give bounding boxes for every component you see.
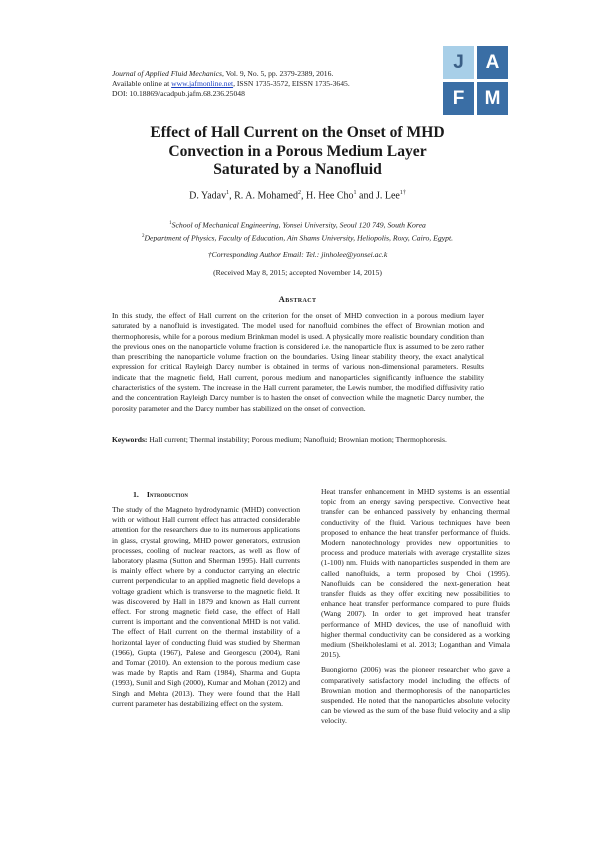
right-column	[321, 487, 510, 732]
author-affil-mark: 1†	[399, 190, 406, 196]
affiliation-mark: 1	[169, 221, 172, 226]
affiliation-mark: 2	[141, 234, 145, 240]
paragraph: Buongiorno (2006) was the pioneer researcher who gave a comparatively satisfactory model including the effects of Brownian motion and thermophoresis of the nanoparticles suspended. He noted that the nanoparticles absolute velocity can be viewed as the sum of the base fluid velocity and a slip velocity.	[321, 665, 510, 726]
corresponding-author: †Corresponding Author Email: Tel.: jinholee@yonsei.ac.k	[207, 250, 388, 259]
keywords-label: Keywords:	[112, 435, 148, 444]
affiliations	[60, 218, 535, 244]
journal-website-link[interactable]: www.jafmonline.net	[171, 79, 234, 89]
paragraph: The study of the Magneto hydrodynamic (MHD) convection with or without Hall current effect has attracted considerable attention for the researchers due to its numerous applications in glass, crystal growing, MHD power generators, extrusion processes, cooling of nuclear reactors, as well as flow of laboratory plasma (Sutton and Sherman 1995). Hall currents is mainly effect where by a conductor carrying an electric current perpendicular to an applied magnetic field develops a voltage gradient which is transverse to the magnetic field. It was discovered by Hall in 1879 and known as Hall current effect. For strong magnetic field case, the effect of Hall current is important and the conventional MHD is not valid. The effect of Hall current on the thermal instability of a horizontal layer of conducting fluid was studied by Sherman (1966), Gupta (1967), Palese and Georgescu (2004), Rani and Tomar (2010). An extension to the porous medium case was made by Raptis and Ram (1984), Sharma and Gupta (1993), Sunil and Sigh (2000), Kumar and Mohan (2012) and Singh and Mehta (2013). They were found that the Hall current parameter has destabilizing effect on the system.	[112, 505, 300, 708]
author-name: and J. Lee	[356, 190, 400, 202]
logo-letter-m: M	[477, 82, 508, 115]
author-affil-mark: 2	[298, 190, 301, 196]
title-line: Saturated by a Nanofluid	[213, 161, 382, 178]
author-affil-mark: 1	[353, 190, 357, 196]
section-number: 1.	[133, 490, 139, 499]
issn-info: , ISSN 1735-3572, EISSN 1735-3645.	[233, 79, 350, 89]
affiliation-line	[60, 231, 535, 244]
section-heading	[133, 490, 188, 499]
author-name: , H. Hee Cho	[301, 190, 354, 202]
logo-letter-f: F	[443, 82, 474, 115]
title-line: Effect of Hall Current on the Onset of MHD	[150, 124, 445, 141]
author-list	[100, 190, 495, 201]
title-line: Convection in a Porous Medium Layer	[168, 142, 427, 160]
abstract-body: In this study, the effect of Hall current on the criterion for the onset of MHD convection in a porous medium layer saturated by a nanofluid is investigated. The model used for nanofluid combines the effect of Brownian motion and thermophoresis, while for a porous medium Brinkman model is used. A physically more realistic boundary condition than the previous ones on the nanoparticle volume fraction is considered i.e. the nanoparticle flux is assumed to be zero rather than prescribing the nanoparticle volume fraction on the boundaries. Using linear stability theory, the exact analytical expression for critical Rayleigh Darcy number is obtained in terms of various non-dimensional parameters. Results indicate that the magnetic field, Hall current, porous medium and nanoparticles significantly influence the stability characteristics of the system. The increase in the Hall current parameter, the Lewis number, the modified diffusivity ratio and the concentration Rayleigh Darcy number is to hasten the onset of convection while the magnetic Darcy number, the porosity parameter and the Darcy number has stabilized on the onset of convection.	[112, 311, 484, 413]
affiliation-text: School of Mechanical Engineering, Yonsei University, Seoul 120 749, South Korea	[171, 220, 426, 230]
doi: DOI: 10.18869/acadpub.jafm.68.236.25048	[112, 89, 245, 99]
keywords	[112, 435, 484, 445]
received-dates: (Received May 8, 2015; accepted November 14, 2015)	[213, 268, 382, 277]
logo-letter-a: A	[477, 46, 508, 79]
author-name: , R. A. Mohamed	[229, 190, 298, 202]
journal-citation	[112, 69, 432, 100]
available-prefix: Available online at	[112, 79, 172, 89]
journal-name: Journal of Applied Fluid Mechanics	[112, 69, 222, 78]
logo-letter-j: J	[443, 46, 474, 79]
section-title: Introduction	[146, 490, 188, 499]
paper-title	[100, 124, 495, 180]
keywords-list: Hall current; Thermal instability; Porous medium; Nanofluid; Brownian motion; Thermophoresis.	[147, 435, 447, 444]
paragraph: Heat transfer enhancement in MHD systems is an essential topic from an energy saving perspective. Convective heat transfer can be enhanced passively by enhancing thermal conductivity of the fluid. Various techniques have been proposed to enhance the heat transfer performance of fluids. Modern nanotechnology provides new opportunities to process and produce materials with average crystallite sizes (1-100) nm. Fluids with nanoparticles suspended in them are called nanofluids, a term proposed by Choi (1995). Nanofluids can be considered the next-generation heat transfer fluids as they offer exciting new possibilities to enhance heat transfer performance compared to pure fluids (Wang 2007). In order to get improved heat transfer performance of MHD devices, the use of nanofluid with higher thermal conductivity can be considered as a working medium (Sheikholeslami et al. 2013; Loganthan and Vimala 2015).	[321, 487, 510, 660]
left-column	[112, 505, 300, 709]
jafm-logo	[443, 46, 509, 116]
abstract-heading: Abstract	[278, 294, 317, 304]
volume-info: , Vol. 9, No. 5, pp. 2379-2389, 2016.	[221, 69, 334, 78]
affiliation-text: Department of Physics, Faculty of Education, Ain Shams University, Heliopolis, Roxy, Cairo, Egypt.	[144, 233, 454, 243]
author-affil-mark: 1	[226, 190, 230, 196]
affiliation-line	[60, 218, 535, 231]
author-name: D. Yadav	[189, 190, 227, 202]
